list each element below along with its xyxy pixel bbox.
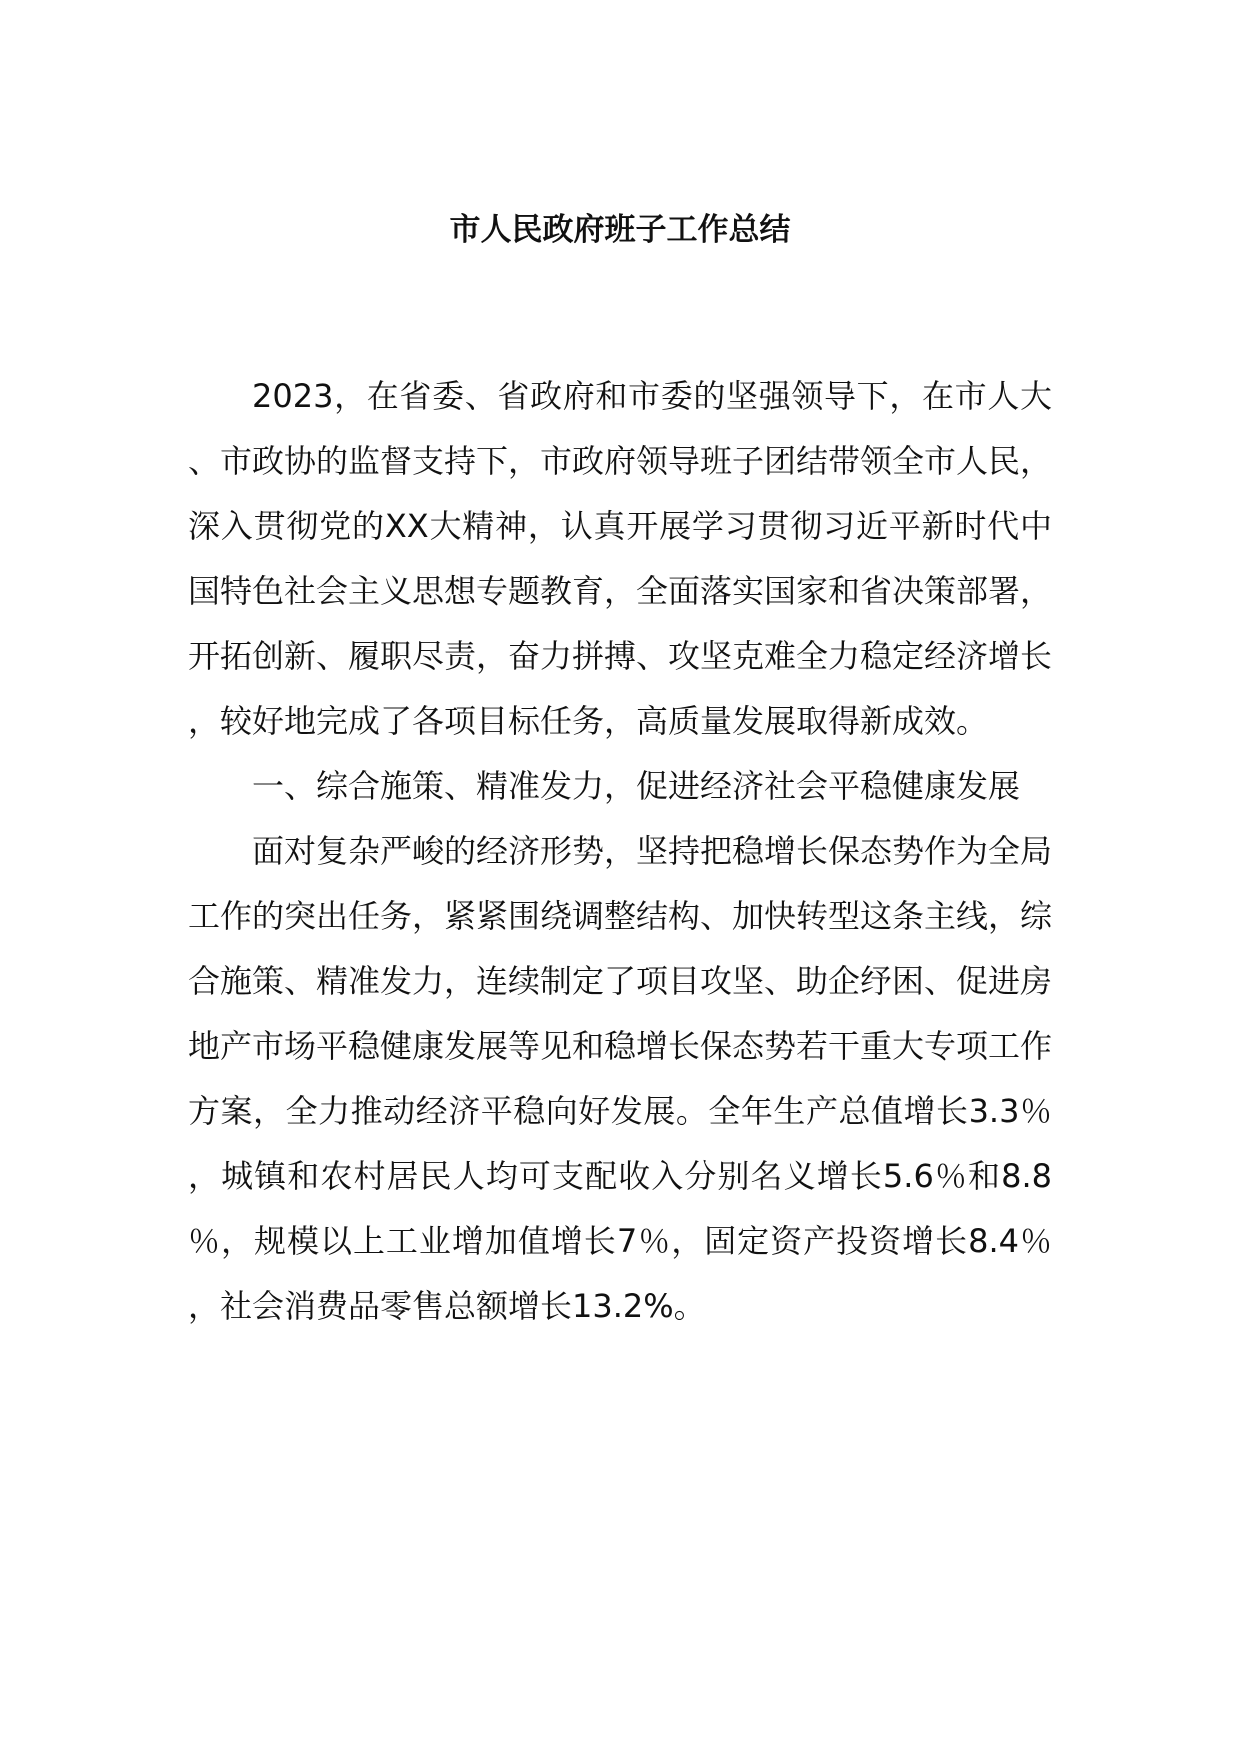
section-paragraph-1: 面对复杂严峻的经济形势，坚持把稳增长保态势作为全局工作的突出任务，紧紧围绕调整结构、加快转型这条主线，综合施策、精准发力，连续制定了项目攻坚、助企纾困、促进房地产市场平稳健康发展等见和稳增长保态势若干重大专项工作方案，全力推动经济平稳向好发展。全年生产总值增长3.3％，城镇和农村居民人均可支配收入分别名义增长5.6％和8.8％，规模以上工业增加值增长7％，固定资产投资增长8.4％，社会消费品零售总额增长13.2%。 — [188, 832, 1053, 1325]
section-heading-1: 一、综合施策、精准发力，促进经济社会平稳健康发展 — [252, 767, 1021, 805]
document-body — [188, 364, 1052, 1339]
intro-paragraph: 2023，在省委、省政府和市委的坚强领导下，在市人大、市政协的监督支持下，市政府领导班子团结带领全市人民，深入贯彻党的XX大精神，认真开展学习贯彻习近平新时代中国特色社会主义思想专题教育，全面落实国家和省决策部署，开拓创新、履职尽责，奋力拼搏、攻坚克难全力稳定经济增长，较好地完成了各项目标任务，高质量发展取得新成效。 — [188, 377, 1053, 740]
document-title: 市人民政府班子工作总结 — [449, 212, 791, 248]
